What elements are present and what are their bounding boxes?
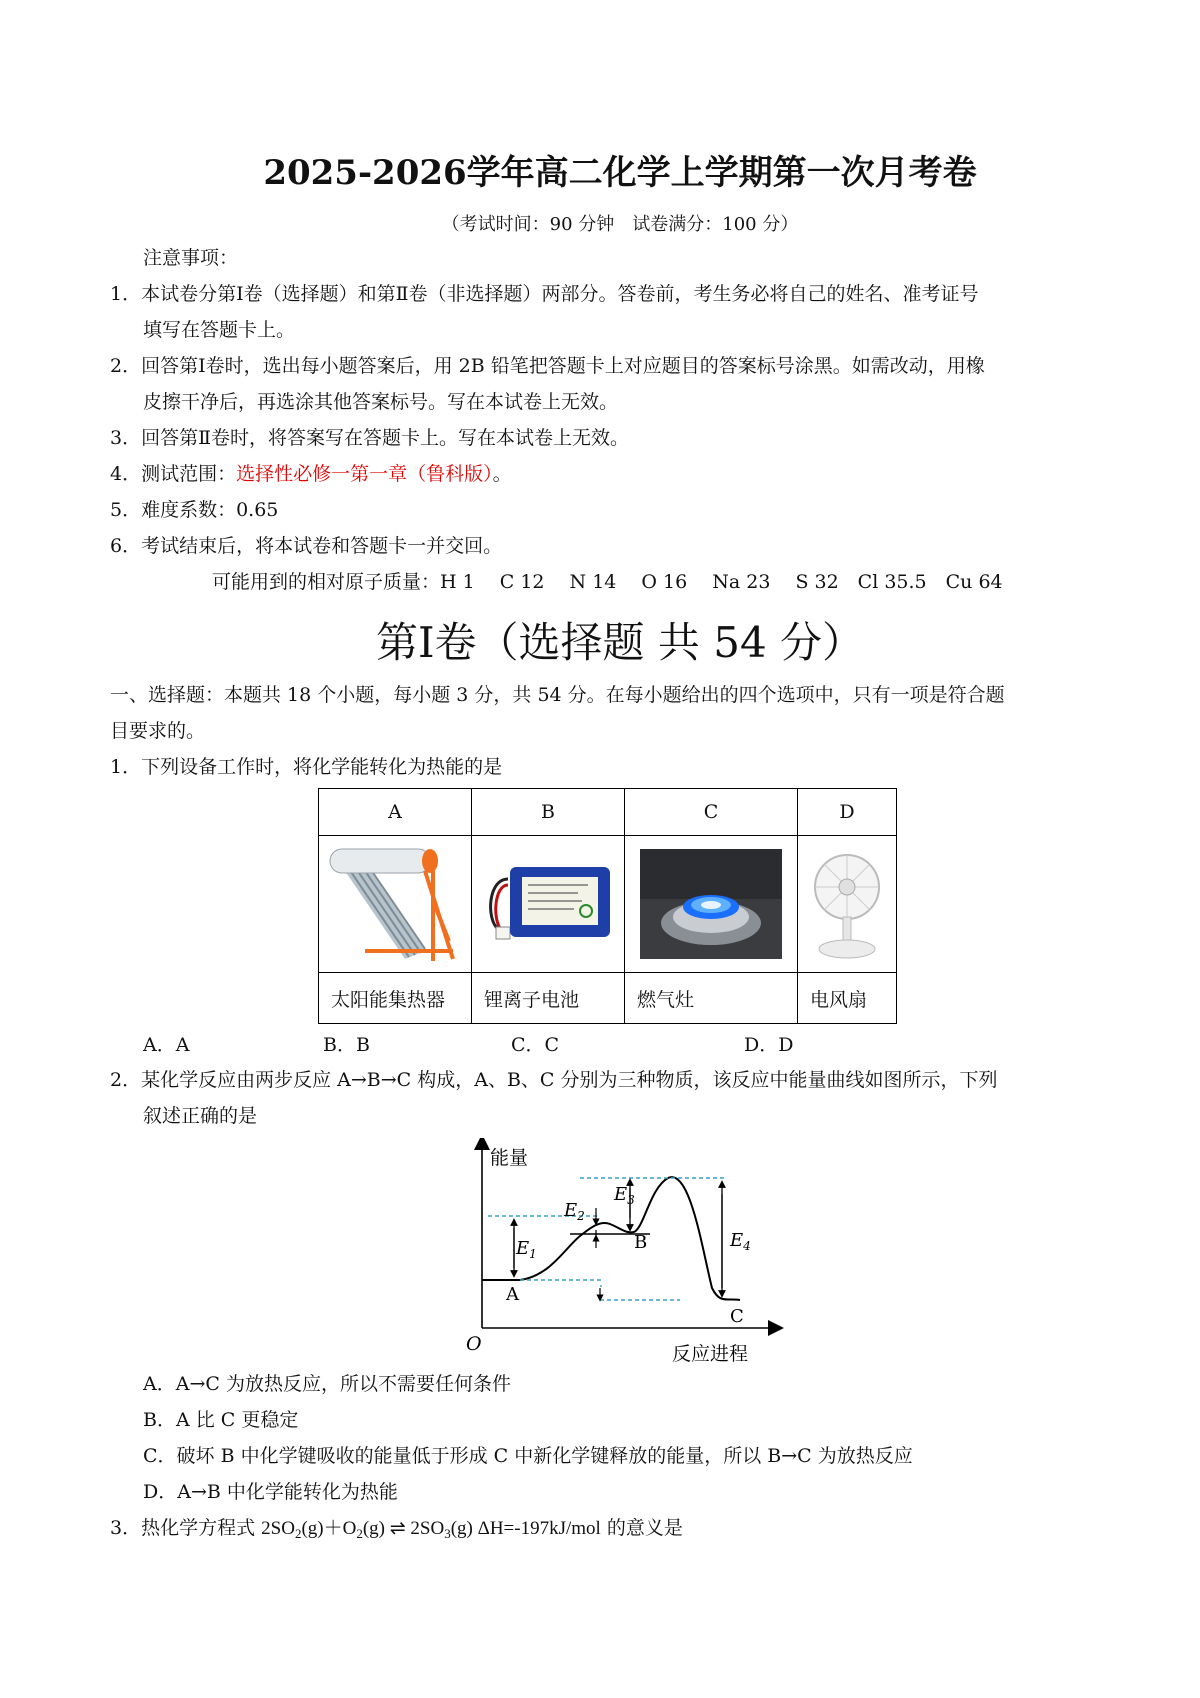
- notice-item-4: [110, 456, 512, 492]
- notice-heading: 注意事项：: [143, 247, 239, 269]
- notice-item-number: 6．: [110, 535, 142, 557]
- table-caption: 电风扇: [798, 973, 897, 1024]
- e1-label: $E_1$: [516, 1238, 537, 1261]
- electric-fan-image: [798, 836, 897, 973]
- point-b-label: B: [634, 1232, 648, 1253]
- notice-item-text: 回答第Ⅰ卷时，选出每小题答案后，用 2B 铅笔把答题卡上对应题目的答案标号涂黑。如需改动，用橡: [141, 355, 985, 377]
- q1-choice-c[interactable]: C．C: [511, 1034, 560, 1056]
- solar-heater-tubes: [345, 863, 425, 959]
- notice-item-3: [110, 420, 629, 456]
- notice-item-1-cont: 填写在答题卡上。: [143, 319, 296, 341]
- notice-item-suffix: 。: [492, 463, 512, 485]
- section-title: 第Ⅰ卷（选择题 共 54 分）: [375, 618, 865, 667]
- notice-item-6: [110, 528, 502, 564]
- notice-item-number: 1．: [110, 283, 142, 305]
- q2-choice-c[interactable]: C．破坏 B 中化学键吸收的能量低于形成 C 中新化学键释放的能量，所以 B→C 为放热反应: [143, 1445, 913, 1467]
- table-header: C: [625, 789, 798, 836]
- x-axis-label: 反应进程: [672, 1343, 749, 1364]
- notice-item-5: [110, 492, 278, 528]
- energy-diagram: [440, 1138, 790, 1364]
- q1-choice-d[interactable]: D．D: [744, 1034, 794, 1056]
- point-c-label: C: [730, 1306, 744, 1327]
- notice-item-1: [110, 276, 979, 312]
- notice-item-number: 2．: [110, 355, 142, 377]
- q2-choice-b[interactable]: B．A 比 C 更稳定: [143, 1409, 299, 1431]
- table-header: D: [798, 789, 897, 836]
- notice-item-number: 4．: [110, 463, 142, 485]
- q2-choice-d[interactable]: D．A→B 中化学能转化为热能: [143, 1481, 398, 1503]
- point-a-label: A: [506, 1284, 519, 1305]
- notice-item-text: 本试卷分第Ⅰ卷（选择题）和第Ⅱ卷（非选择题）两部分。答卷前，考生务必将自己的姓名、准考证号: [141, 283, 979, 305]
- origin-label: O: [466, 1333, 482, 1355]
- solar-water-heater-image: [319, 836, 472, 973]
- atomic-masses: 可能用到的相对原子质量：H 1 C 12 N 14 O 16 Na 23 S 32 Cl 35.5 Cu 64: [212, 571, 1003, 593]
- q1-choice-a[interactable]: A．A: [143, 1034, 190, 1056]
- e3-label: $E_3$: [614, 1184, 635, 1207]
- notice-item-text: 回答第Ⅱ卷时，将答案写在答题卡上。写在本试卷上无效。: [141, 427, 630, 449]
- q3-stem-prefix: 3．热化学方程式: [110, 1517, 262, 1539]
- notice-item-prefix: 测试范围：: [141, 463, 237, 485]
- gas-stove-image: [625, 836, 798, 973]
- section-instruction: 一、选择题：本题共 18 个小题，每小题 3 分，共 54 分。在每小题给出的四个选项中，只有一项是符合题: [110, 684, 1005, 706]
- thermochemical-equation: $2SO_2(g)+O_2(g)$ ⇌ $2SO_3(g)$ ΔH=-197kJ/mol: [261, 1518, 601, 1541]
- q3-stem-suffix: 的意义是: [600, 1517, 683, 1539]
- notice-item-2-cont: 皮擦干净后，再选涂其他答案标号。写在本试卷上无效。: [143, 391, 619, 413]
- table-caption: 太阳能集热器: [319, 973, 472, 1024]
- q2-choice-a[interactable]: A．A→C 为放热反应，所以不需要任何条件: [143, 1373, 511, 1395]
- notice-item-number: 3．: [110, 427, 142, 449]
- q3-stem: [110, 1510, 683, 1552]
- exam-title: 2025-2026学年高二化学上学期第一次月考卷: [263, 153, 977, 193]
- q1-choice-b[interactable]: B．B: [323, 1034, 370, 1056]
- e2-label: $E_2$: [564, 1200, 585, 1223]
- test-scope-highlight: 选择性必修一第一章（鲁科版）: [236, 463, 493, 485]
- table-caption: 锂离子电池: [472, 973, 625, 1024]
- exam-subtitle: （考试时间：90 分钟 试卷满分：100 分）: [441, 214, 799, 235]
- notice-item-text: 考试结束后，将本试卷和答题卡一并交回。: [141, 535, 503, 557]
- notice-item-text: 难度系数：0.65: [141, 499, 279, 521]
- table-header: B: [472, 789, 625, 836]
- section-instruction-cont: 目要求的。: [110, 720, 206, 742]
- q1-stem: 1．下列设备工作时，将化学能转化为热能的是: [110, 756, 503, 778]
- notice-item-number: 5．: [110, 499, 142, 521]
- lithium-battery-image: [472, 836, 625, 973]
- q2-stem: 2．某化学反应由两步反应 A→B→C 构成，A、B、C 分别为三种物质，该反应中能量曲线如图所示，下列: [110, 1069, 998, 1091]
- table-caption: 燃气灶: [625, 973, 798, 1024]
- q2-stem-cont: 叙述正确的是: [143, 1105, 258, 1127]
- q1-option-table: [318, 788, 897, 1024]
- y-axis-label: 能量: [490, 1147, 529, 1169]
- e4-label: $E_4$: [730, 1230, 751, 1253]
- table-header: A: [319, 789, 472, 836]
- notice-item-2: [110, 348, 985, 384]
